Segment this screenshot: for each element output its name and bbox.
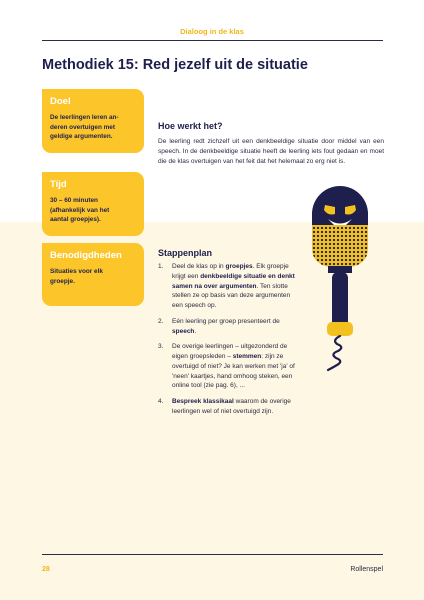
how-it-works-heading: Hoe werkt het? [158, 121, 223, 131]
step-item [158, 397, 300, 417]
step-text: Eén leerling per groep presenteert de speech. [172, 317, 280, 335]
step-number: 2. [158, 317, 164, 325]
step-text: Bespreek klassikaal waarom de overige leerlingen wel of niet overtuigd zijn. [172, 398, 291, 415]
step-item [158, 317, 300, 337]
running-header: Dialoog in de klas [180, 27, 244, 36]
header-rule [42, 40, 383, 41]
goal-card-title: Doel [50, 96, 71, 107]
step-text: Deel de klas op in groepjes. Elk groepje krijgt een denkbeeldige situatie en denkt samen na over argumenten. Ten slotte stellen ze op basis van deze argumenten een speech op. [172, 263, 295, 309]
section-label: Rollenspel [350, 566, 383, 573]
step-text: De overige leerlingen – uitgezonderd de eigen groepsleden – stemmen: zijn ze overtuigd of niet? Je kan werken met 'ja' of 'neen' kaartjes, hand omhoog steken, een online tool (zie pag. 6), ... [172, 343, 295, 390]
time-card-body: 30 – 60 minuten (afhankelijk van het aantal groepjes). [50, 197, 110, 224]
time-card [42, 172, 144, 236]
goal-card [42, 89, 144, 153]
step-number: 4. [158, 398, 164, 405]
footer-rule [42, 554, 383, 555]
step-number: 3. [158, 343, 164, 351]
time-card-title: Tijd [50, 179, 67, 190]
page-title: Methodiek 15: Red jezelf uit de situatie [42, 57, 308, 73]
step-number: 1. [158, 263, 164, 270]
materials-card [42, 243, 144, 306]
materials-card-title: Benodigdheden [50, 250, 122, 261]
step-item [158, 262, 300, 311]
materials-card-body: Situaties voor elk groepje. [50, 268, 103, 285]
goal-card-body: De leerlingen leren an- deren overtuigen met geldige argumenten. [50, 114, 119, 141]
page-number: 28 [42, 566, 50, 573]
steps-heading: Stappenplan [158, 248, 213, 258]
how-it-works-text: De leerling redt zichzelf uit een denkbeeldige situatie door middel van een speech. In de denkbeeldige situatie heeft de leerling iets fout gedaan en moet die de klas overtuigen van het feit dat het helemaal zo erg niet is. [158, 138, 384, 166]
microphone-character-icon [308, 182, 372, 374]
step-item [158, 342, 300, 391]
steps-list [158, 262, 300, 423]
